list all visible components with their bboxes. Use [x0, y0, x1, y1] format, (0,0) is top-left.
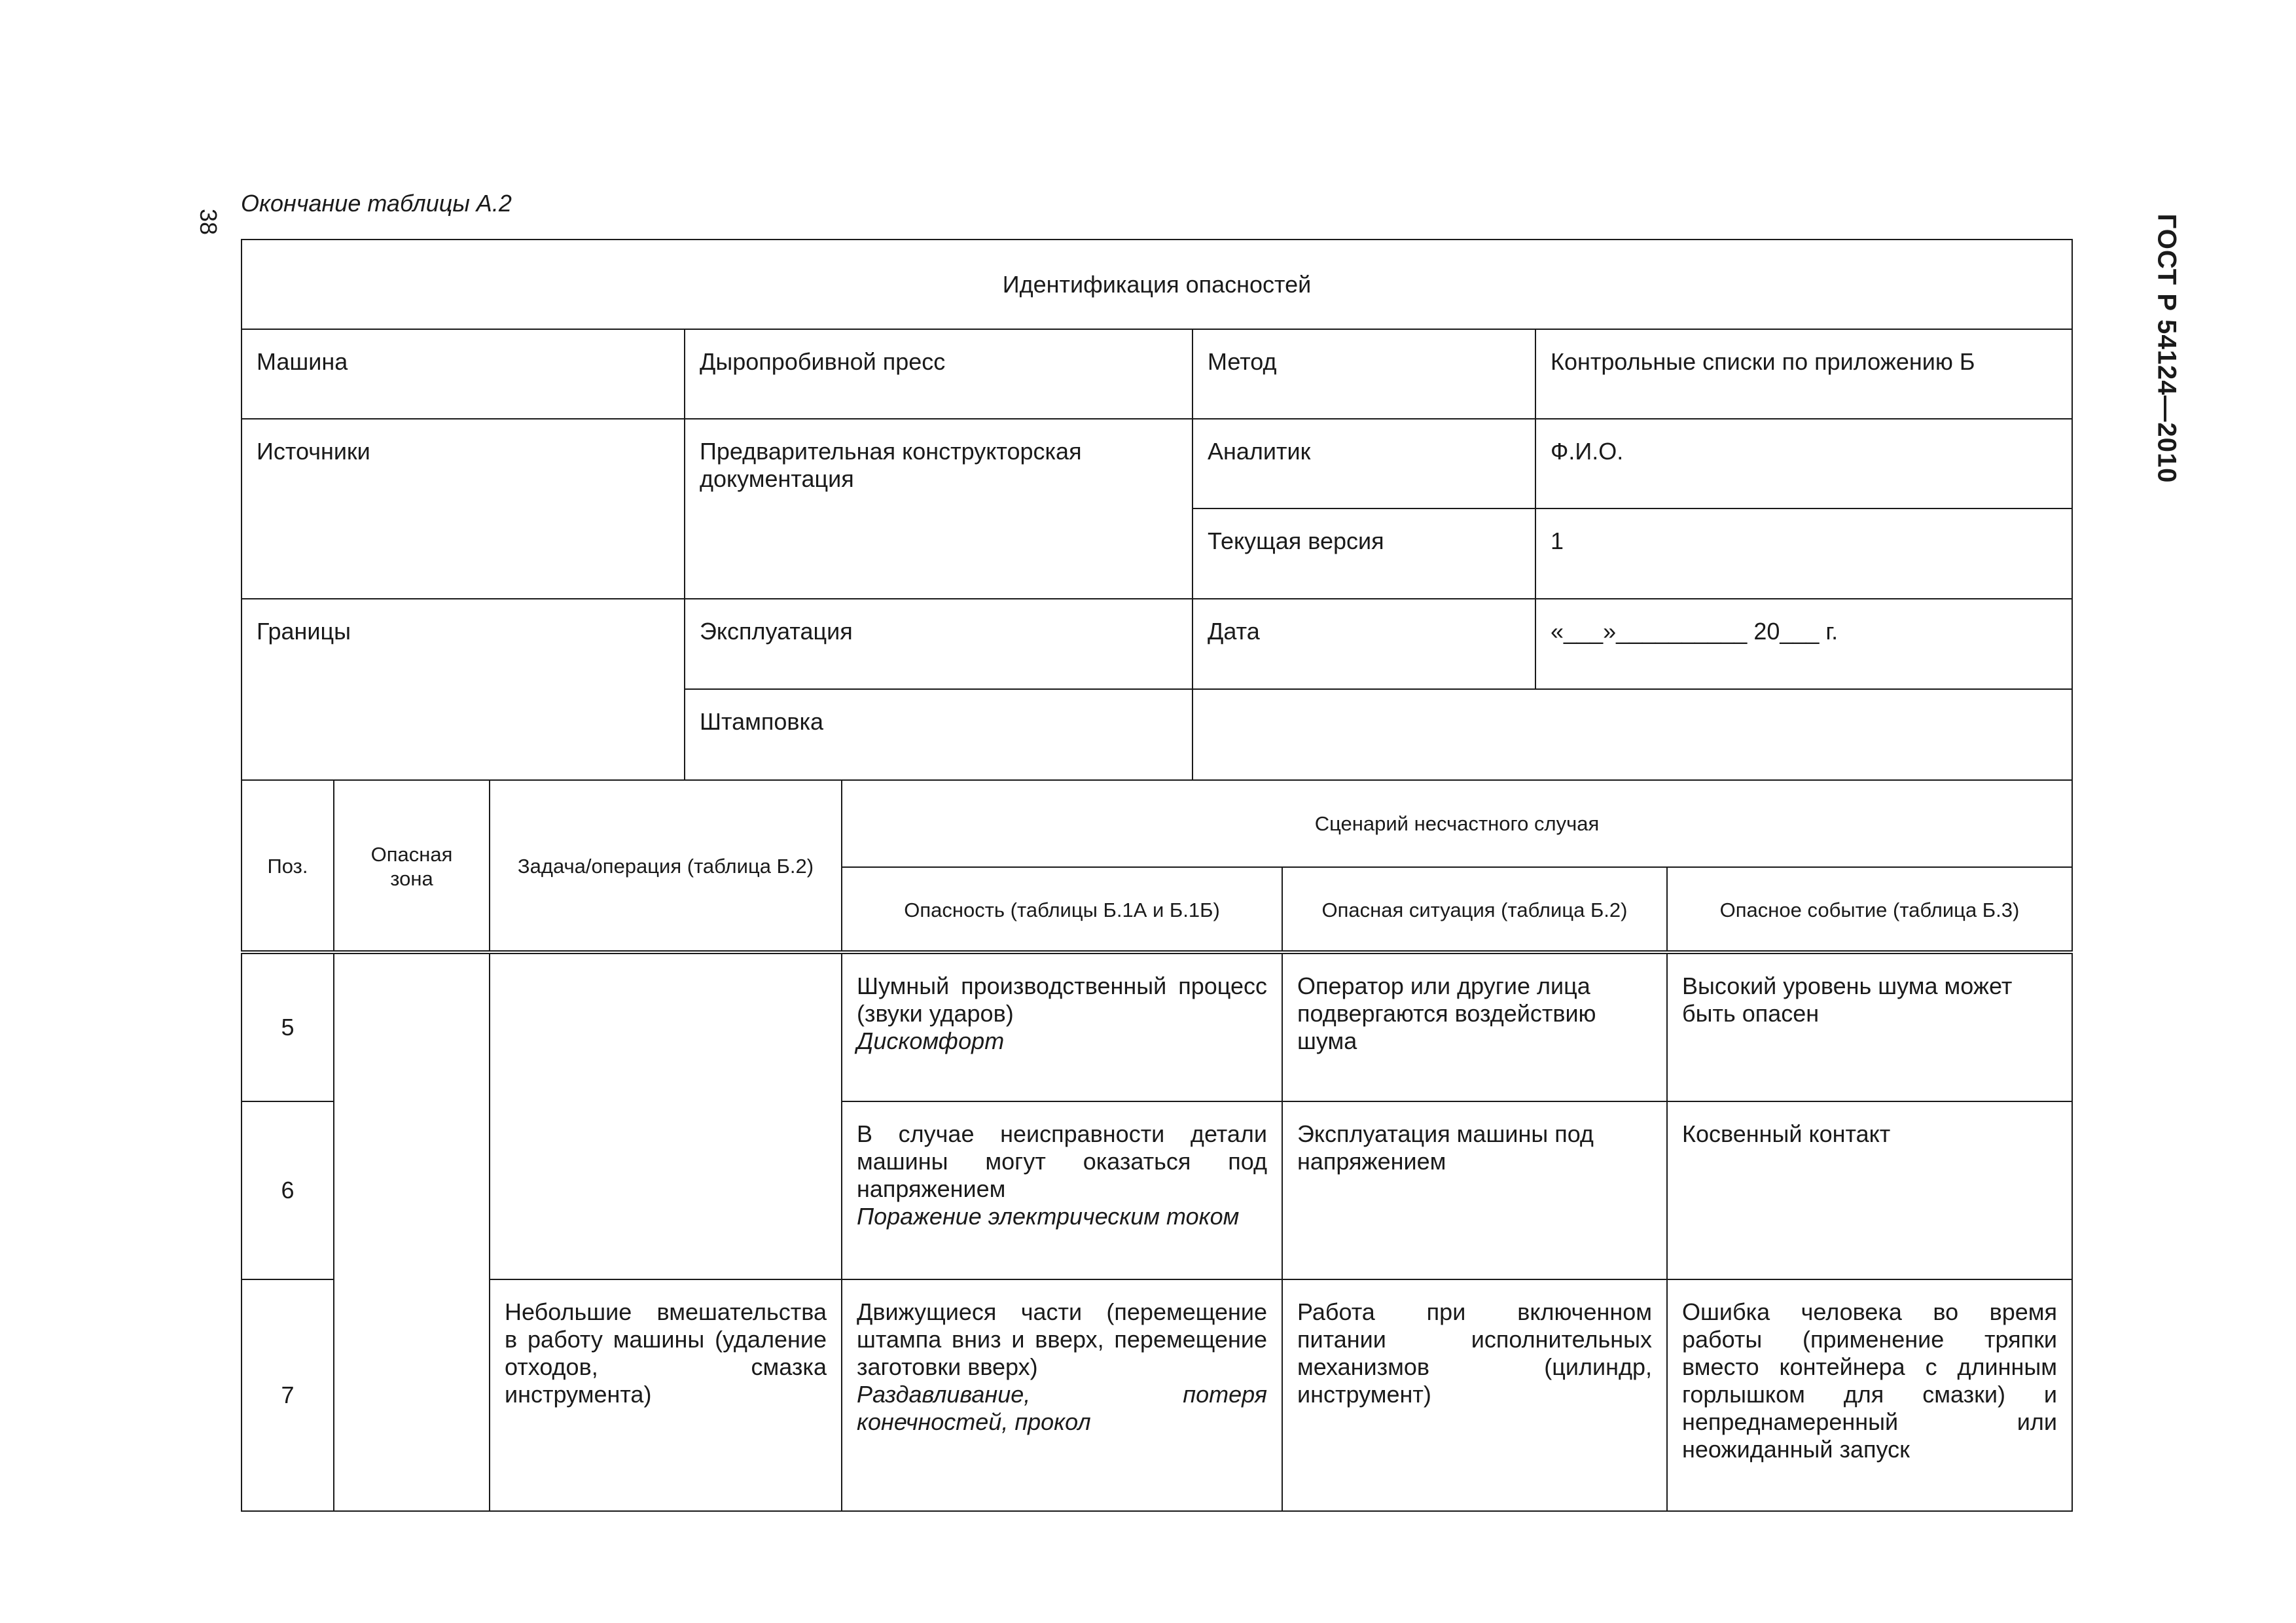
version-label: Текущая версия	[1208, 527, 1384, 554]
date-value: «___»__________ 20___ г.	[1551, 618, 1839, 645]
row-6-situation-cell	[1282, 1101, 1668, 1280]
version-label-cell	[1192, 508, 1536, 599]
empty-cell	[1192, 688, 2073, 781]
task-cell-rows-5-6	[489, 953, 842, 1280]
row-6-hazard-effect: Поражение электрическим током	[857, 1203, 1240, 1230]
col-zone-header	[333, 779, 490, 953]
col-task-header	[489, 779, 842, 953]
row-7-task-cell	[489, 1279, 842, 1512]
row-6-situation: Эксплуатация машины под напряжением	[1297, 1120, 1594, 1175]
machine-value-cell	[684, 329, 1193, 419]
method-value-cell	[1535, 329, 2073, 419]
machine-value: Дыропробивной пресс	[700, 348, 946, 375]
version-value-cell	[1535, 508, 2073, 599]
limit-operation: Эксплуатация	[700, 618, 853, 645]
row-5-pos: 5	[281, 1014, 295, 1041]
machine-label-cell	[241, 329, 685, 419]
col-hazard-label: Опасность (таблицы Б.1А и Б.1Б)	[904, 898, 1220, 921]
row-7-hazard: Движущиеся части (перемещение штампа вниз и вверх, перемещение заготовки вверх)	[857, 1298, 1267, 1380]
row-6-hazard: В случае неисправности детали машины могут оказаться под напряжением	[857, 1120, 1267, 1202]
table-title	[241, 239, 2073, 330]
limit-stamping: Штамповка	[700, 708, 824, 735]
row-7-situation-cell	[1282, 1279, 1668, 1512]
row-6-pos: 6	[281, 1177, 295, 1204]
row-7-hazard-effect: Раздавливание, потеря конечностей, прокол	[857, 1381, 1267, 1435]
date-label: Дата	[1208, 618, 1260, 645]
method-label-cell	[1192, 329, 1536, 419]
analyst-label-cell	[1192, 418, 1536, 509]
row-5-event-cell	[1666, 953, 2073, 1102]
row-7-situation: Работа при включенном питании исполнительных механизмов (цилиндр, инструмент)	[1297, 1298, 1652, 1408]
row-5-hazard: Шумный производственный процесс (звуки ударов)	[857, 972, 1267, 1027]
table-row-pos	[241, 953, 334, 1102]
zone-cell-merged	[333, 953, 490, 1512]
row-7-task: Небольшие вмешательства в работу машины (удаление отходов, смазка инструмента)	[505, 1298, 827, 1408]
table-caption: Окончание таблицы А.2	[241, 190, 512, 217]
method-label: Метод	[1208, 348, 1277, 375]
row-5-situation: Оператор или другие лица подвергаются воздействию шума	[1297, 972, 1596, 1054]
row-7-event-cell	[1666, 1279, 2073, 1512]
row-5-event: Высокий уровень шума может быть опасен	[1682, 972, 2013, 1027]
row-7-hazard-cell	[841, 1279, 1283, 1512]
version-value: 1	[1551, 527, 1564, 554]
limit-operation-cell	[684, 598, 1193, 690]
row-5-situation-cell	[1282, 953, 1668, 1102]
row-6-hazard-cell	[841, 1101, 1283, 1280]
col-zone-label: Опасная зона	[370, 842, 453, 890]
col-pos-label: Поз.	[267, 855, 308, 878]
limits-label-cell	[241, 598, 685, 781]
col-event-header	[1666, 866, 2073, 953]
page-number: 38	[195, 208, 222, 236]
col-situation-header	[1282, 866, 1668, 953]
table-row-pos	[241, 1279, 334, 1512]
analyst-value: Ф.И.О.	[1551, 438, 1624, 465]
row-6-event-cell	[1666, 1101, 2073, 1280]
row-5-hazard-effect: Дискомфорт	[857, 1027, 1005, 1054]
standard-code: ГОСТ Р 54124—2010	[2152, 213, 2181, 484]
row-6-event: Косвенный контакт	[1682, 1120, 1891, 1147]
col-hazard-header	[841, 866, 1283, 953]
table-row-pos	[241, 1101, 334, 1280]
col-pos-header	[241, 779, 334, 953]
analyst-label: Аналитик	[1208, 438, 1311, 465]
limit-stamping-cell	[684, 688, 1193, 781]
sources-value: Предварительная конструкторская документация	[700, 438, 1082, 492]
sources-value-cell	[684, 418, 1193, 599]
col-event-label: Опасное событие (таблица Б.3)	[1719, 898, 2020, 921]
analyst-value-cell	[1535, 418, 2073, 509]
col-scenario-label: Сценарий несчастного случая	[1314, 812, 1600, 835]
date-label-cell	[1192, 598, 1536, 690]
col-scenario-header	[841, 779, 2073, 868]
col-situation-label: Опасная ситуация (таблица Б.2)	[1321, 898, 1628, 921]
method-value: Контрольные списки по приложению Б	[1551, 348, 1975, 375]
col-task-label: Задача/операция (таблица Б.2)	[517, 855, 814, 878]
row-7-pos: 7	[281, 1382, 295, 1408]
table-title-text: Идентификация опасностей	[1002, 270, 1312, 298]
sources-label: Источники	[257, 438, 370, 465]
sources-label-cell	[241, 418, 685, 599]
row-7-event: Ошибка человека во время работы (применение тряпки вместо контейнера с длинным горлышком для смазки) и непреднамеренный или неожиданный запуск	[1682, 1298, 2057, 1463]
date-value-cell	[1535, 598, 2073, 690]
machine-label: Машина	[257, 348, 348, 375]
row-5-hazard-cell	[841, 953, 1283, 1102]
limits-label: Границы	[257, 618, 351, 645]
